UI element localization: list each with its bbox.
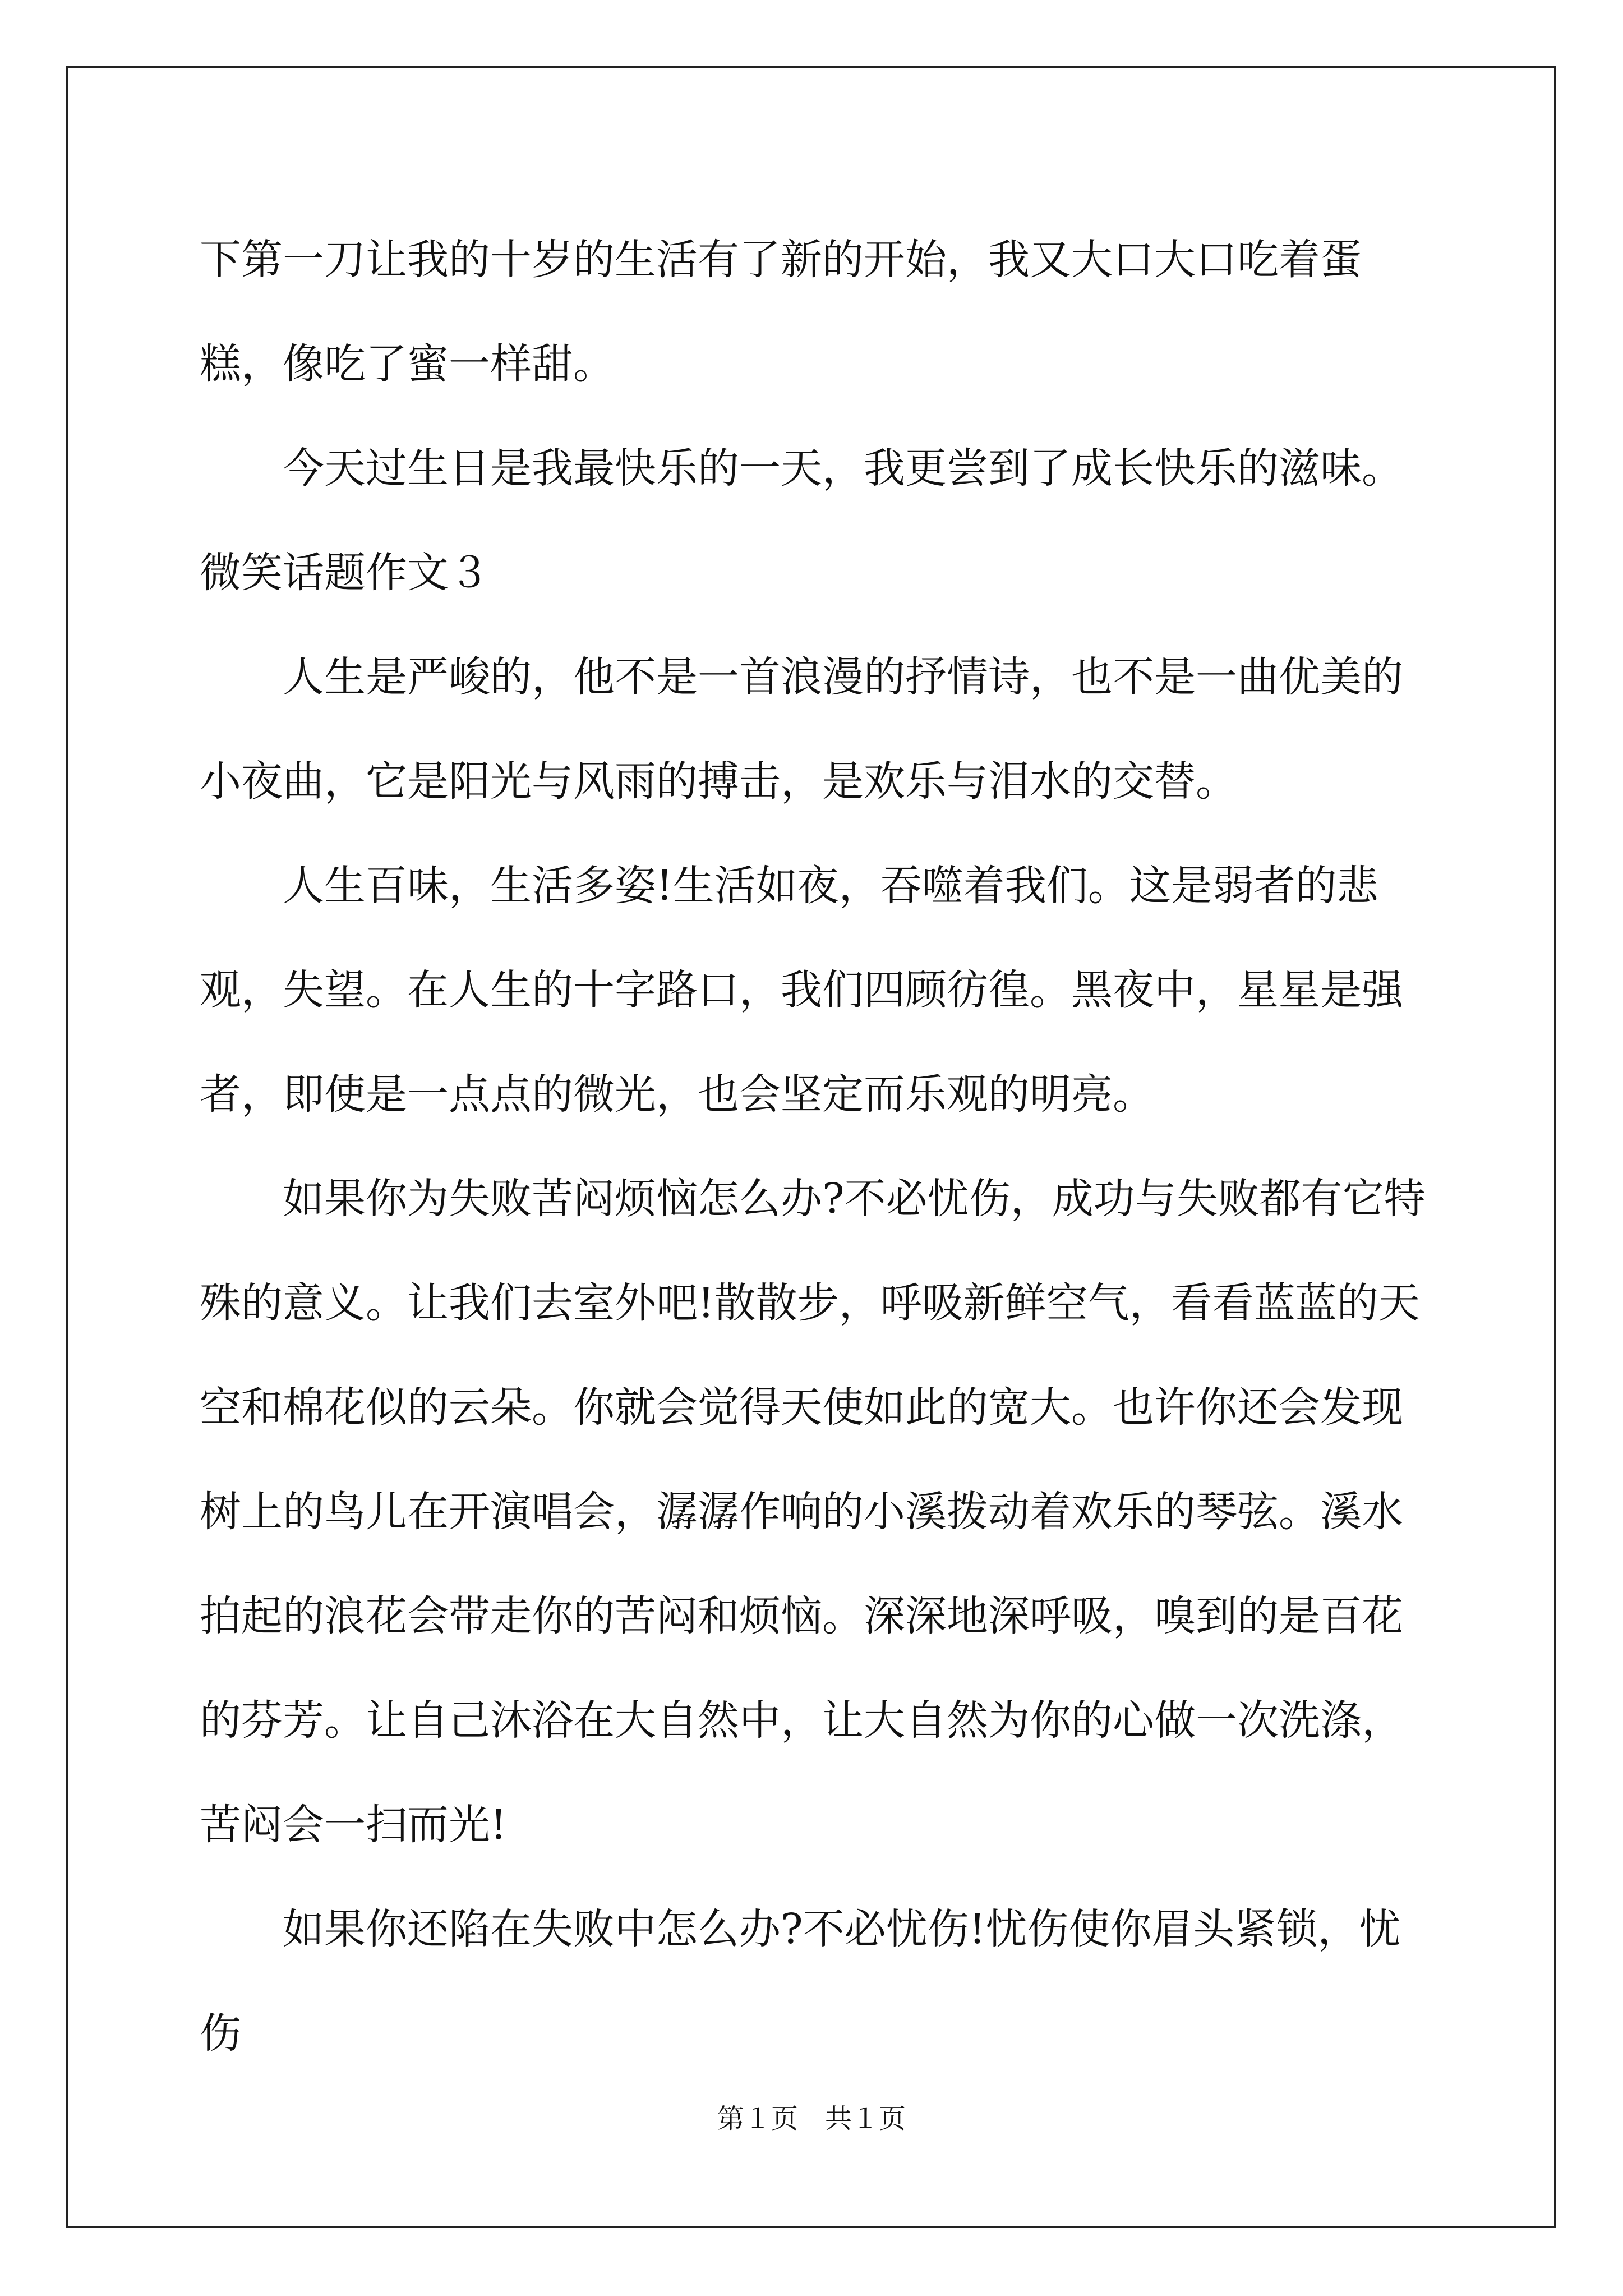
document-body [200, 208, 1439, 2086]
section-heading: 微笑话题作文３ [200, 549, 490, 597]
page-footer [0, 2097, 1623, 2136]
page-total: 共１页 [825, 2103, 906, 2134]
paragraph-5: 如果你为失败苦闷烦恼怎么办?不必忧伤，成功与失败都有它特殊的意义。让我们去室外吧!散散步，呼吸新鲜空气，看看蓝蓝的天空和棉花似的云朵。你就会觉得天使如此的宽大。也许你还会发现树上的鸟儿在开演唱会，潺潺作响的小溪拨动着欢乐的琴弦。溪水拍起的浪花会带走你的苦闷和烦恼。深深地深呼吸，嗅到的是百花的芬芳。让自己沐浴在大自然中，让大自然为你的心做一次洗涤，苦闷会一扫而光! [200, 1175, 1426, 1849]
paragraph-3: 人生是严峻的，他不是一首浪漫的抒情诗，也不是一曲优美的小夜曲，它是阳光与风雨的搏击，是欢乐与泪水的交替。 [200, 653, 1403, 806]
paragraph-6: 如果你还陷在失败中怎么办?不必忧伤!忧伤使你眉头紧锁，忧伤 [200, 1905, 1401, 2058]
page-number: 第１页 [717, 2103, 798, 2134]
paragraph-1: 下第一刀让我的十岁的生活有了新的开始，我又大口大口吃着蛋糕，像吃了蜜一样甜。 [200, 236, 1362, 388]
paragraph-2: 今天过生日是我最快乐的一天，我更尝到了成长快乐的滋味。 [283, 444, 1403, 493]
paragraph-4: 人生百味，生活多姿!生活如夜，吞噬着我们。这是弱者的悲观，失望。在人生的十字路口，我们四顾彷徨。黑夜中，星星是强者，即使是一点点的微光，也会坚定而乐观的明亮。 [200, 862, 1403, 1119]
